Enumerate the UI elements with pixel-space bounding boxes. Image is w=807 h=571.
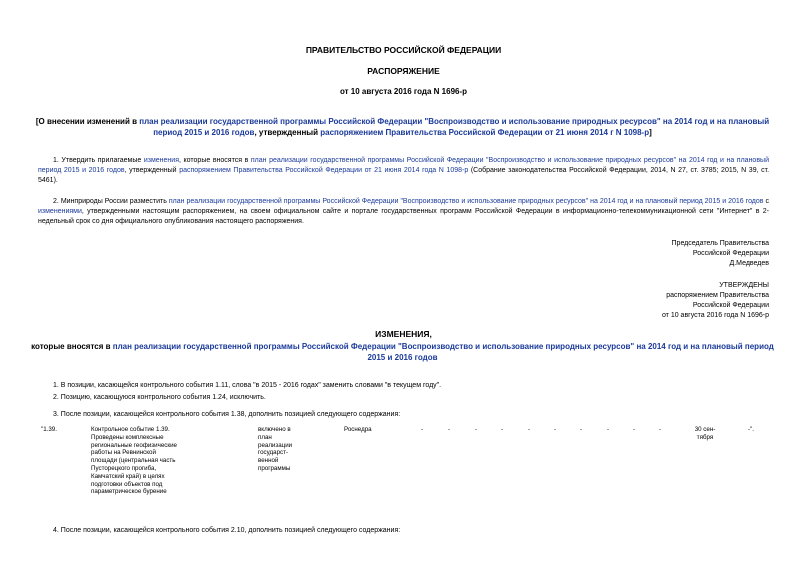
para1-text-4: (Собрание законодательства Российской Федерации, 2014, N 27, ст. 3785; 2015, N 39, ст. 5461). xyxy=(38,167,770,184)
para1-link-order[interactable]: распоряжением Правительства Российской Федерации от 21 июня 2014 года N 1098-р xyxy=(179,167,469,174)
row-dash-10: - xyxy=(659,426,662,433)
approval-line-3: Российской Федерации xyxy=(692,302,769,309)
row-dash-1: - xyxy=(421,426,424,433)
para1-link-changes[interactable]: изменения xyxy=(143,157,179,164)
signature-country: Российской Федерации xyxy=(692,250,769,257)
changes-subtitle-text: которые вносятся в xyxy=(31,342,113,351)
row-dash-5: - xyxy=(528,426,531,433)
signature-position: Председатель Правительства xyxy=(671,240,769,247)
row-agency: Роснедра xyxy=(344,426,372,433)
change-item-1: 1. В позиции, касающейся контрольного события 1.11, слова "в 2015 - 2016 годах" заменить словами "в текущем году". xyxy=(53,382,442,389)
row-dash-2: - xyxy=(448,426,451,433)
para1-text-3: , утвержденный xyxy=(124,167,180,174)
row-dash-6: - xyxy=(554,426,557,433)
title-link-plan[interactable]: план реализации государственной программы Российской Федерации "Воспроизводство и использование природных ресурсов" на 2014 год и на плановый период 2015 и 2016 годов xyxy=(139,117,770,137)
row-number: "1.39. xyxy=(41,426,57,433)
title-text-2: , утвержденный xyxy=(254,128,321,137)
changes-link-plan[interactable]: план реализации государственной программы Российской Федерации "Воспроизводство и использование природных ресурсов" на 2014 год и на плановый период 2015 и 2016 годов xyxy=(112,342,774,362)
change-item-3: 3. После позиции, касающейся контрольного события 1.38, дополнить позицией следующего содержания: xyxy=(53,411,401,418)
row-date-line-2: тября xyxy=(696,433,714,441)
row-date-line-1: 30 сен- xyxy=(694,426,716,433)
para2-link-changes[interactable]: изменениями xyxy=(38,208,82,215)
signature-block xyxy=(672,239,769,269)
row-dash-9: - xyxy=(633,426,636,433)
change-item-4: 4. После позиции, касающейся контрольного события 2.10, дополнить позицией следующего содержания: xyxy=(53,527,401,534)
government-title: ПРАВИТЕЛЬСТВО РОССИЙСКОЙ ФЕДЕРАЦИИ xyxy=(305,45,502,55)
row-end: -". xyxy=(748,426,754,433)
para2-link-plan[interactable]: план реализации государственной программы Российской Федерации "Воспроизводство и использование природных ресурсов" на 2014 год и на плановый период 2015 и 2016 годов xyxy=(168,198,764,205)
row-event: Контрольное событие 1.39. Проведены комплексные региональные геофизические работы на Ревнинской площади (центральная часть Пусторецкого прогиба, Камчатский край) в целях подготовки объектов под параметрическое бурение xyxy=(91,426,177,496)
approval-block xyxy=(662,281,769,321)
title-text-1: [О внесении изменений в xyxy=(35,117,140,126)
signature-name: Д.Медведев xyxy=(729,260,769,267)
approval-line-2: распоряжением Правительства xyxy=(666,292,769,299)
table-row xyxy=(0,426,807,516)
changes-subtitle xyxy=(30,341,775,363)
para2-text-3: , утвержденными настоящим распоряжением, на своем официальном сайте и портале государственных программ Российской Федерации в информационно-телекоммуникационной сети "Интернет" в 2-недельный срок со дня официального опубликования настоящего распоряжения. xyxy=(38,208,769,225)
row-dash-4: - xyxy=(501,426,504,433)
row-dash-3: - xyxy=(475,426,478,433)
changes-heading: ИЗМЕНЕНИЯ, xyxy=(375,329,432,339)
title-link-order[interactable]: распоряжением Правительства Российской Федерации от 21 июня 2014 г N 1098-р xyxy=(320,128,650,137)
row-status: включено в план реализации государст-венной программы xyxy=(258,426,293,472)
paragraph-1 xyxy=(38,156,769,186)
doc-date-number: от 10 августа 2016 года N 1696-р xyxy=(339,87,468,96)
doc-type: РАСПОРЯЖЕНИЕ xyxy=(367,66,440,76)
change-item-2: 2. Позицию, касающуюся контрольного события 1.24, исключить. xyxy=(53,394,266,401)
para1-text-1: 1. Утвердить прилагаемые xyxy=(53,157,144,164)
approval-date: от 10 августа 2016 года N 1696-р xyxy=(661,312,769,319)
para1-text-2: , которые вносятся в xyxy=(179,157,251,164)
row-dash-8: - xyxy=(607,426,610,433)
row-dash-7: - xyxy=(580,426,583,433)
approval-title: УТВЕРЖДЕНЫ xyxy=(719,282,769,289)
row-date xyxy=(690,426,720,442)
paragraph-2 xyxy=(38,197,769,227)
para1-link-plan[interactable]: план реализации государственной программы Российской Федерации "Воспроизводство и использование природных ресурсов" на 2014 год и на плановый период 2015 и 2016 годов xyxy=(38,157,769,174)
para2-text-2: с xyxy=(763,198,769,205)
title-text-3: ] xyxy=(649,128,652,137)
para2-text-1: 2. Минприроды России разместить xyxy=(53,198,169,205)
doc-title xyxy=(30,116,775,138)
